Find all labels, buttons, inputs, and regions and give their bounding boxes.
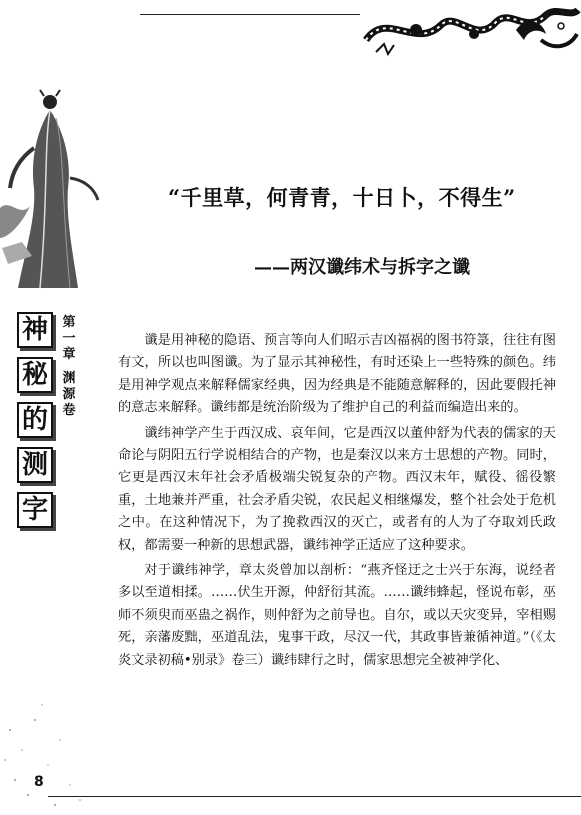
chapter-char: 渊 [62, 371, 76, 386]
page-number: 8 [34, 774, 44, 790]
page-subtitle: ——两汉谶纬术与拆字之谶 [254, 257, 470, 278]
chapter-char: 章 [62, 347, 76, 362]
series-title-char: 神 [17, 312, 53, 348]
chapter-label-vertical [61, 315, 77, 419]
series-title-char: 字 [17, 492, 53, 528]
paragraph: 谶是用神秘的隐语、预言等向人们昭示吉凶福祸的图书符箓，往往有图有文，所以也叫图谶。为了显示其神秘性，有时还染上一些特殊的颜色。纬是用神学观点来解释儒家经典，因为经典是不能随意解释的，因此要假托神的意志来解释。谶纬都是统治阶级为了维护自己的利益而编造出来的。 [118, 333, 556, 416]
series-title-char: 测 [17, 447, 53, 483]
scholar-figure-illustration [0, 88, 100, 293]
dragon-ornament-icon [356, 0, 581, 62]
top-rule [140, 14, 360, 15]
series-title-char: 秘 [17, 357, 53, 393]
body-text [118, 330, 556, 675]
chapter-char: 卷 [62, 403, 76, 418]
chapter-char: 一 [62, 331, 76, 346]
series-title-vertical [17, 312, 57, 537]
chapter-char: 源 [62, 387, 76, 402]
paragraph: 对于谶纬神学，章太炎曾加以剖析：“燕齐怪迂之士兴于东海，说经者多以至道相揉。……伏生开源，仲舒衍其流。……谶纬蜂起，怪说布彰，巫师不须臾而巫蛊之祸作，则仲舒为之前导也。自尔，或以天灾变异，宰相赐死，亲藩废黜，巫道乱法，鬼事干政，尽汉一代，其政事皆兼循神道。”（《太炎文录初稿•别录》卷三）谶纬肆行之时，儒家思想完全被神学化、 [118, 563, 556, 668]
chapter-char: 第 [62, 315, 76, 330]
paragraph: 谶纬神学产生于西汉成、哀年间，它是西汉以董仲舒为代表的儒家的天命论与阴阳五行学说相结合的产物，也是秦汉以来方士思想的产物。同时，它更是西汉末年社会矛盾极端尖锐复杂的产物。西汉末年，赋役、徭役繁重，土地兼并严重，社会矛盾尖锐，农民起义相继爆发，整个社会处于危机之中。在这种情况下，为了挽救西汉的灭亡，或者有的人为了夺取刘氏政权，都需要一种新的思想武器，谶纬神学正适应了这种要求。 [118, 425, 556, 553]
bottom-rule [48, 796, 581, 797]
page-title: “千里草，何青青，十日卜，不得生” [168, 185, 516, 210]
series-title-char: 的 [17, 402, 53, 438]
